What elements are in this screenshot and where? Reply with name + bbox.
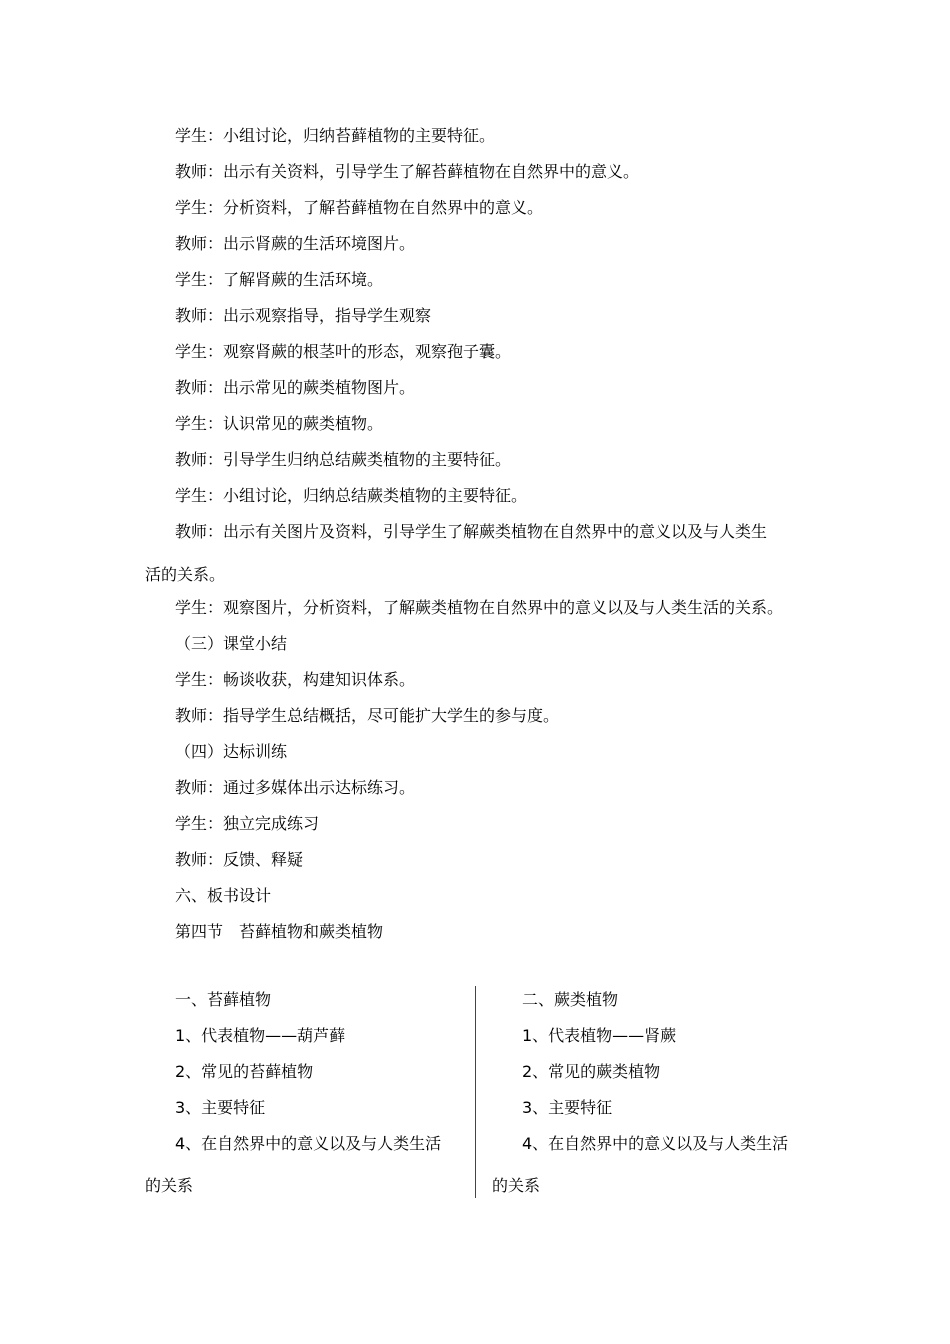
board-left-heading: 一、苔藓植物 (175, 990, 272, 1009)
board-left-item-continued: 的关系 (145, 1176, 194, 1195)
board-column-divider (475, 986, 476, 1198)
paragraph-line: 学生：观察图片，分析资料，了解蕨类植物在自然界中的意义以及与人类生活的关系。 (175, 598, 784, 617)
paragraph-line: 教师：通过多媒体出示达标练习。 (175, 778, 416, 797)
section-heading: （三）课堂小结 (175, 634, 288, 653)
paragraph-line: 教师：出示肾蕨的生活环境图片。 (175, 234, 416, 253)
board-title: 第四节 苔藓植物和蕨类植物 (175, 922, 384, 941)
paragraph-line: 教师：出示常见的蕨类植物图片。 (175, 378, 416, 397)
board-right-heading: 二、蕨类植物 (522, 990, 619, 1009)
board-right-item: 2、常见的蕨类植物 (522, 1062, 661, 1081)
paragraph-line: 学生：观察肾蕨的根茎叶的形态，观察孢子囊。 (175, 342, 512, 361)
board-right-item: 4、在自然界中的意义以及与人类生活 (522, 1134, 789, 1153)
paragraph-line: 学生：小组讨论，归纳总结蕨类植物的主要特征。 (175, 486, 528, 505)
paragraph-line: 教师：反馈、释疑 (175, 850, 304, 869)
paragraph-line: 教师：指导学生总结概括，尽可能扩大学生的参与度。 (175, 706, 560, 725)
board-left-item: 2、常见的苔藓植物 (175, 1062, 314, 1081)
paragraph-line: 教师：出示有关图片及资料，引导学生了解蕨类植物在自然界中的意义以及与人类生 (175, 522, 768, 541)
paragraph-line: 学生：分析资料，了解苔藓植物在自然界中的意义。 (175, 198, 544, 217)
paragraph-line: 学生：小组讨论，归纳苔藓植物的主要特征。 (175, 126, 496, 145)
board-right-item: 1、代表植物——肾蕨 (522, 1026, 677, 1045)
board-left-item: 3、主要特征 (175, 1098, 266, 1117)
paragraph-line: 学生：认识常见的蕨类植物。 (175, 414, 384, 433)
paragraph-line-continued: 活的关系。 (145, 565, 226, 584)
paragraph-line: 教师：出示观察指导，指导学生观察 (175, 306, 432, 325)
paragraph-line: 学生：了解肾蕨的生活环境。 (175, 270, 384, 289)
paragraph-line: 学生：畅谈收获，构建知识体系。 (175, 670, 416, 689)
section-heading: （四）达标训练 (175, 742, 288, 761)
paragraph-line: 教师：出示有关资料，引导学生了解苔藓植物在自然界中的意义。 (175, 162, 640, 181)
board-left-item: 4、在自然界中的意义以及与人类生活 (175, 1134, 442, 1153)
paragraph-line: 教师：引导学生归纳总结蕨类植物的主要特征。 (175, 450, 512, 469)
board-right-item-continued: 的关系 (492, 1176, 541, 1195)
paragraph-line: 学生：独立完成练习 (175, 814, 320, 833)
board-right-item: 3、主要特征 (522, 1098, 613, 1117)
section-heading: 六、板书设计 (175, 886, 272, 905)
board-left-item: 1、代表植物——葫芦藓 (175, 1026, 346, 1045)
